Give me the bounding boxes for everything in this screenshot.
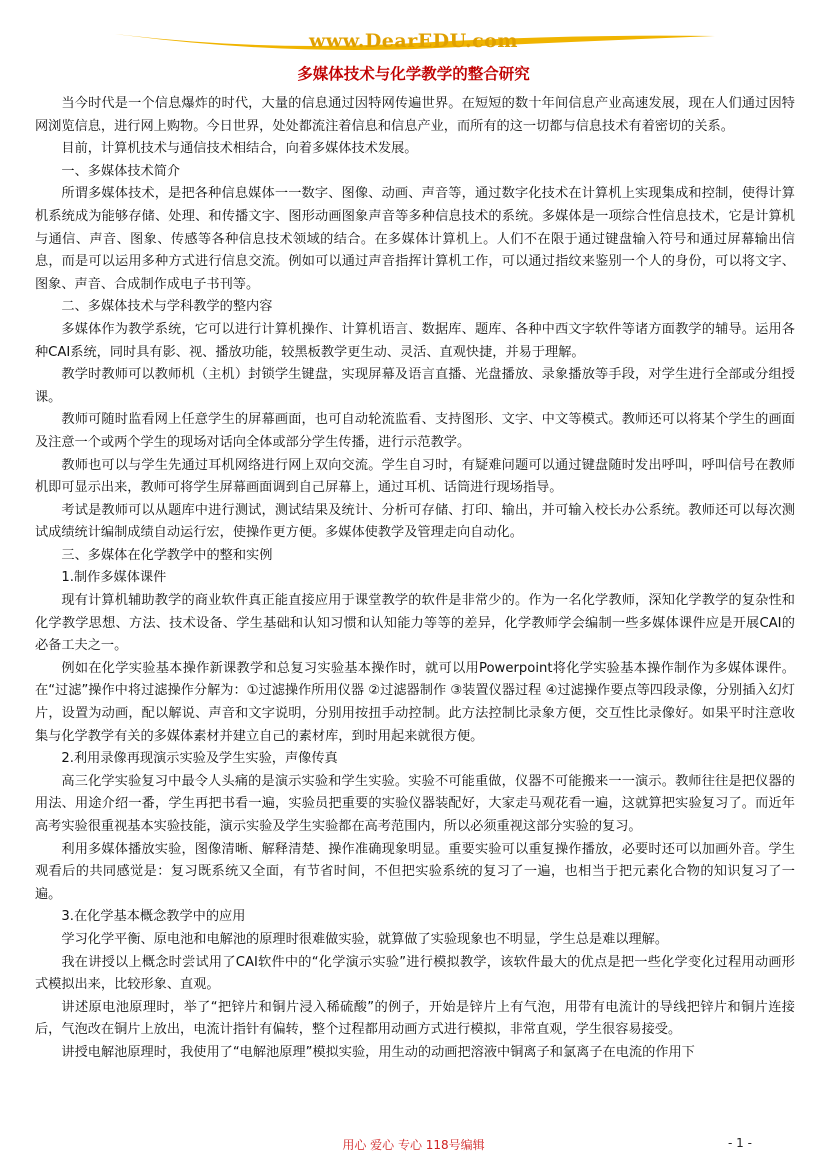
paragraph: 高三化学实验复习中最令人头痛的是演示实验和学生实验。实验不可能重做，仪器不可能搬来一一演示。教师往往是把仪器的用法、用途介绍一番，学生再把书看一遍，实验员把重要的实验仪器装配好，大家走马观花看一遍，这就算把实验复习了。而近年高考实验很重视基本实验技能，演示实验及学生实验都在高考范围内，所以必须重视这部分实验的复习。: [35, 773, 795, 834]
page-number: - 1 -: [728, 1136, 752, 1150]
paragraph: 现有计算机辅助教学的商业软件真正能直接应用于课堂教学的软件是非常少的。作为一名化学教师，深知化学教学的复杂性和化学教学思想、方法、技术设备、学生基础和认知习惯和认知能力等等的差异，化学教师学会编制一些多媒体课件应是开展CAI的必备工夫之一。: [35, 593, 795, 654]
subsection-heading: 3.在化学基本概念教学中的应用: [61, 909, 246, 925]
paragraph: 教师可随时监看网上任意学生的屏幕画面，也可自动轮流监看、支持图形、文字、中文等模式。教师还可以将某个学生的画面及注意一个或两个学生的现场对话向全体或部分学生传播，进行示范教学。: [35, 412, 795, 450]
subsection-heading: 1.制作多媒体课件: [61, 570, 167, 586]
paragraph: 例如在化学实验基本操作新课教学和总复习实验基本操作时，就可以用Powerpoint将化学实验基本操作制作为多媒体课件。在“过滤”操作中将过滤操作分解为：①过滤操作所用仪器 ②过滤器制作 ③装置仪器过程 ④过滤操作要点等四段录像，分别插入幻灯片，设置为动画，配以解说、声音和文字说明，分别用按扭手动控制。此方法控制比录象方便，交互性比录像好。如果平时注意收集与化学教学有关的多媒体素材并建立自己的素材库，到时用起来就很方便。: [35, 660, 795, 744]
site-url: www.DearEDU.com: [309, 30, 518, 52]
paragraph: 考试是教师可以从题库中进行测试，测试结果及统计、分析可存储、打印、输出，并可输入校长办公系统。教师还可以每次测试成绩统计编制成绩自动运行宏，使操作更方便。多媒体使教学及管理走向自动化。: [35, 502, 795, 541]
paragraph: 利用多媒体播放实验，图像清晰、解释清楚、操作准确现象明显。重要实验可以重复操作播放，必要时还可以加画外音。学生观看后的共同感觉是：复习既系统又全面，有节省时间，不但把实验系统的复习了一遍，也相当于把元素化合物的知识复习了一遍。: [35, 841, 795, 902]
paragraph: 学习化学平衡、原电池和电解池的原理时很难做实验，就算做了实验现象也不明显，学生总是难以理解。: [61, 931, 669, 947]
paragraph: 教师也可以与学生先通过耳机网络进行网上双向交流。学生自习时，有疑难问题可以通过键盘随时发出呼叫，呼叫信号在教师机即可显示出来，教师可将学生屏幕画面调到自己屏幕上，通过耳机、话筒进行现场指导。: [35, 457, 795, 496]
paragraph: 当今时代是一个信息爆炸的时代，大量的信息通过因特网传遍世界。在短短的数十年间信息产业高速发展，现在人们通过因特网浏览信息，进行网上购物。今日世界，处处都流注着信息和信息产业，而所有的这一切都与信息技术有着密切的关系。: [35, 96, 795, 134]
paragraph: 讲述原电池原理时，举了“把锌片和铜片浸入稀硫酸”的例子，开始是锌片上有气泡，用带有电流计的导线把锌片和铜片连接后，气泡改在铜片上放出，电流计指针有偏转，整个过程都用动画方式进行模拟，非常直观，学生很容易接受。: [35, 999, 795, 1038]
section-heading: 三、多媒体在化学教学中的整和实例: [61, 547, 273, 563]
paragraph: 教学时教师可以教师机（主机）封锁学生键盘，实现屏幕及语言直播、光盘播放、录象播放等手段，对学生进行全部或分组授课。: [35, 367, 795, 405]
paragraph: 所谓多媒体技术，是把各种信息媒体一一数字、图像、动画、声音等，通过数字化技术在计算机上实现集成和控制，使得计算机系统成为能够存储、处理、和传播文字、图形动画图象声音等多种信息技术的系统。多媒体是一项综合性信息技术，它是计算机与通信、声音、图象、传感等各种信息技术领域的结合。在多媒体计算机上。人们不在限于通过键盘输入符号和通过屏幕输出信息，而是可以运用多种方式进行信息交流。例如可以通过声音指挥计算机工作，可以通过指纹来鉴别一个人的身份，可以将文字、图象、声音、合成制作成电子书刊等。: [35, 186, 795, 292]
paragraph: 讲授电解池原理时，我使用了“电解池原理”模拟实验，用生动的动画把溶液中铜离子和氯离子在电流的作用下: [61, 1044, 695, 1060]
paragraph: 我在讲授以上概念时尝试用了CAI软件中的“化学演示实验”进行模拟教学，该软件最大的优点是把一些化学变化过程用动画形式模拟出来，比较形象、直观。: [35, 954, 795, 993]
page-header: [0, 22, 827, 62]
paragraph: 目前，计算机技术与通信技术相结合，向着多媒体技术发展。: [61, 141, 418, 157]
footer-editor-note: 用心 爱心 专心 118号编辑: [342, 1138, 485, 1152]
section-heading: 二、多媒体技术与学科教学的整内容: [61, 299, 273, 315]
subsection-heading: 2.利用录像再现演示实验及学生实验，声像传真: [61, 751, 338, 767]
document-title: 多媒体技术与化学教学的整合研究: [297, 64, 530, 83]
section-heading: 一、多媒体技术简介: [61, 163, 181, 179]
paragraph: 多媒体作为教学系统，它可以进行计算机操作、计算机语言、数据库、题库、各种中西文字软件等诸方面教学的辅导。运用各种CAI系统，同时具有影、视、播放功能，较黑板教学更生动、灵活、直观快捷，并易于理解。: [35, 321, 795, 360]
document-body: [35, 93, 795, 1065]
